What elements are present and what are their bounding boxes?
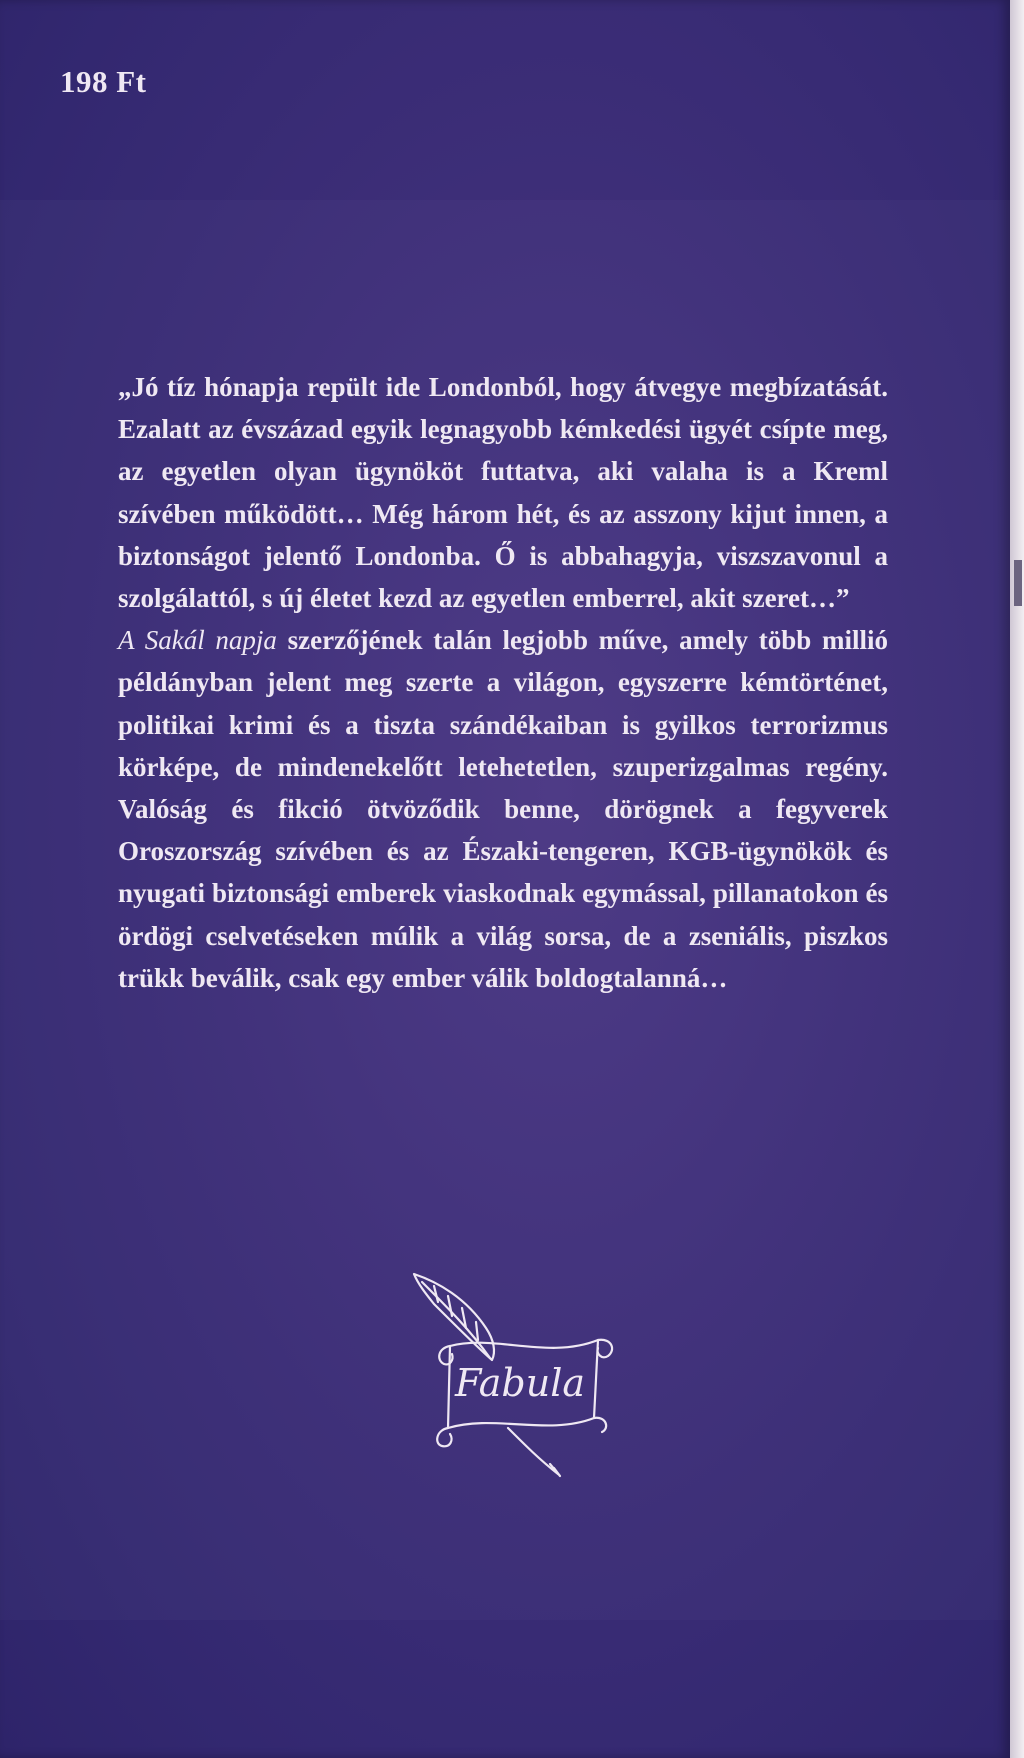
description-text: szerzőjének talán legjobb műve, amely több millió példányban jelent meg szerte a világon, egyszerre kémtörténet, politikai krimi és a tiszta szándékaiban is gyilkos terrorizmus körképe, de mindenekelőtt letehetetlen, szuperizgalmas regény. Valóság és fikció ötvöződik benne, dörögnek a fegyverek Oroszország szívében és az Északi-tengeren, KGB-ügynökök és nyugati biztonsági emberek viaskodnak egymással, pillanatokon és ördögi cselvetéseken múlik a világ sorsa, de a zseniális, piszkos trükk beválik, csak egy ember válik boldogtalanná… xyxy=(118,625,888,993)
blurb-text xyxy=(118,366,888,999)
blurb-description xyxy=(118,619,888,999)
publisher-logo xyxy=(408,1268,623,1480)
book-title: A Sakál napja xyxy=(118,625,277,656)
page-edge-mark xyxy=(1014,560,1022,606)
logo-text: Fabula xyxy=(454,1361,586,1405)
page-edge xyxy=(1010,0,1024,1758)
blurb-quote: „Jó tíz hónapja repült ide Londonból, hogy átvegye megbízatását. Ezalatt az évszázad egyik legnagyobb kémkedési ügyét csípte meg, az egyetlen olyan ügynököt futtatva, aki valaha is a Kreml szívében működött… Még három hét, és az asszony kijut innen, a biztonságot jelentő Londonba. Ő is abbahagyja, viszszavonul a szolgálattól, s új életet kezd az egyetlen emberrel, akit szeret…” xyxy=(118,372,888,614)
price-label: 198 Ft xyxy=(60,64,147,99)
